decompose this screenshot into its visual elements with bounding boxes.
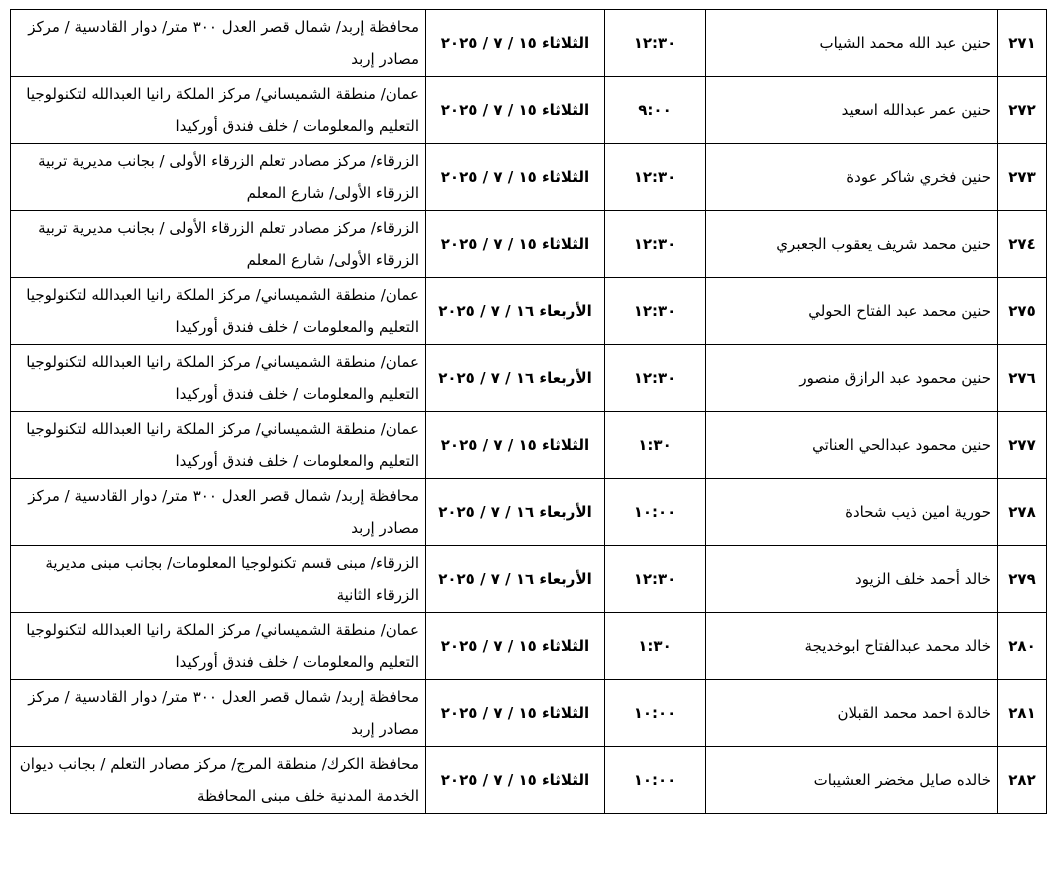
row-number: ٢٧٦ (998, 345, 1047, 412)
exam-location: عمان/ منطقة الشميساني/ مركز الملكة رانيا العبدالله لتكنولوجيا التعليم والمعلومات / خلف فندق أوركيدا (11, 278, 426, 345)
exam-location: الزرقاء/ مركز مصادر تعلم الزرقاء الأولى / بجانب مديرية تربية الزرقاء الأولى/ شارع المعلم (11, 144, 426, 211)
table-row (11, 77, 1047, 144)
applicant-name: خالد أحمد خلف الزيود (706, 546, 998, 613)
exam-time: ١٢:٣٠ (605, 278, 706, 345)
table-row (11, 10, 1047, 77)
table-row (11, 345, 1047, 412)
exam-location: عمان/ منطقة الشميساني/ مركز الملكة رانيا العبدالله لتكنولوجيا التعليم والمعلومات / خلف فندق أوركيدا (11, 77, 426, 144)
applicant-name: حنين محمود عبد الرازق منصور (706, 345, 998, 412)
row-number: ٢٧٨ (998, 479, 1047, 546)
schedule-body (11, 10, 1047, 814)
applicant-name: خالد محمد عبدالفتاح ابوخديجة (706, 613, 998, 680)
exam-location: محافظة الكرك/ منطقة المرج/ مركز مصادر التعلم / بجانب ديوان الخدمة المدنية خلف مبنى المحافظة (11, 747, 426, 814)
applicant-name: حورية امين ذيب شحادة (706, 479, 998, 546)
applicant-name: حنين عبد الله محمد الشياب (706, 10, 998, 77)
applicant-name: حنين فخري شاكر عودة (706, 144, 998, 211)
exam-location: عمان/ منطقة الشميساني/ مركز الملكة رانيا العبدالله لتكنولوجيا التعليم والمعلومات / خلف فندق أوركيدا (11, 613, 426, 680)
exam-time: ١٠:٠٠ (605, 747, 706, 814)
exam-location: الزرقاء/ مركز مصادر تعلم الزرقاء الأولى / بجانب مديرية تربية الزرقاء الأولى/ شارع المعلم (11, 211, 426, 278)
exam-date: الثلاثاء ١٥ / ٧ / ٢٠٢٥ (426, 747, 605, 814)
applicant-name: حنين محمود عبدالحي العناتي (706, 412, 998, 479)
exam-date: الثلاثاء ١٥ / ٧ / ٢٠٢٥ (426, 144, 605, 211)
exam-time: ١٢:٣٠ (605, 211, 706, 278)
table-row (11, 680, 1047, 747)
row-number: ٢٧٤ (998, 211, 1047, 278)
applicant-name: خالدة احمد محمد القبلان (706, 680, 998, 747)
exam-time: ١:٣٠ (605, 412, 706, 479)
exam-time: ١٢:٣٠ (605, 144, 706, 211)
table-row (11, 613, 1047, 680)
table-row (11, 211, 1047, 278)
exam-time: ١٢:٣٠ (605, 345, 706, 412)
table-row (11, 747, 1047, 814)
applicant-name: حنين محمد شريف يعقوب الجعبري (706, 211, 998, 278)
exam-date: الأربعاء ١٦ / ٧ / ٢٠٢٥ (426, 479, 605, 546)
table-row (11, 144, 1047, 211)
table-row (11, 412, 1047, 479)
exam-location: الزرقاء/ مبنى قسم تكنولوجيا المعلومات/ بجانب مبنى مديرية الزرقاء الثانية (11, 546, 426, 613)
exam-date: الثلاثاء ١٥ / ٧ / ٢٠٢٥ (426, 613, 605, 680)
exam-time: ١٠:٠٠ (605, 680, 706, 747)
exam-location: محافظة إربد/ شمال قصر العدل ٣٠٠ متر/ دوار القادسية / مركز مصادر إربد (11, 680, 426, 747)
row-number: ٢٧٢ (998, 77, 1047, 144)
exam-date: الأربعاء ١٦ / ٧ / ٢٠٢٥ (426, 345, 605, 412)
exam-date: الثلاثاء ١٥ / ٧ / ٢٠٢٥ (426, 77, 605, 144)
exam-time: ١:٣٠ (605, 613, 706, 680)
row-number: ٢٧١ (998, 10, 1047, 77)
row-number: ٢٧٩ (998, 546, 1047, 613)
exam-date: الثلاثاء ١٥ / ٧ / ٢٠٢٥ (426, 412, 605, 479)
applicant-name: حنين محمد عبد الفتاح الحولي (706, 278, 998, 345)
exam-time: ١٢:٣٠ (605, 10, 706, 77)
exam-location: محافظة إربد/ شمال قصر العدل ٣٠٠ متر/ دوار القادسية / مركز مصادر إربد (11, 10, 426, 77)
row-number: ٢٨٢ (998, 747, 1047, 814)
row-number: ٢٨١ (998, 680, 1047, 747)
table-row (11, 546, 1047, 613)
exam-date: الأربعاء ١٦ / ٧ / ٢٠٢٥ (426, 278, 605, 345)
row-number: ٢٧٧ (998, 412, 1047, 479)
exam-location: عمان/ منطقة الشميساني/ مركز الملكة رانيا العبدالله لتكنولوجيا التعليم والمعلومات / خلف فندق أوركيدا (11, 345, 426, 412)
exam-time: ١٢:٣٠ (605, 546, 706, 613)
row-number: ٢٧٥ (998, 278, 1047, 345)
exam-date: الثلاثاء ١٥ / ٧ / ٢٠٢٥ (426, 10, 605, 77)
exam-time: ٩:٠٠ (605, 77, 706, 144)
schedule-table (10, 9, 1047, 814)
applicant-name: خالده صايل مخضر العشيبات (706, 747, 998, 814)
row-number: ٢٨٠ (998, 613, 1047, 680)
exam-location: عمان/ منطقة الشميساني/ مركز الملكة رانيا العبدالله لتكنولوجيا التعليم والمعلومات / خلف فندق أوركيدا (11, 412, 426, 479)
applicant-name: حنين عمر عبدالله اسعيد (706, 77, 998, 144)
exam-location: محافظة إربد/ شمال قصر العدل ٣٠٠ متر/ دوار القادسية / مركز مصادر إربد (11, 479, 426, 546)
row-number: ٢٧٣ (998, 144, 1047, 211)
table-row (11, 278, 1047, 345)
exam-date: الثلاثاء ١٥ / ٧ / ٢٠٢٥ (426, 211, 605, 278)
exam-date: الأربعاء ١٦ / ٧ / ٢٠٢٥ (426, 546, 605, 613)
exam-time: ١٠:٠٠ (605, 479, 706, 546)
table-row (11, 479, 1047, 546)
exam-date: الثلاثاء ١٥ / ٧ / ٢٠٢٥ (426, 680, 605, 747)
